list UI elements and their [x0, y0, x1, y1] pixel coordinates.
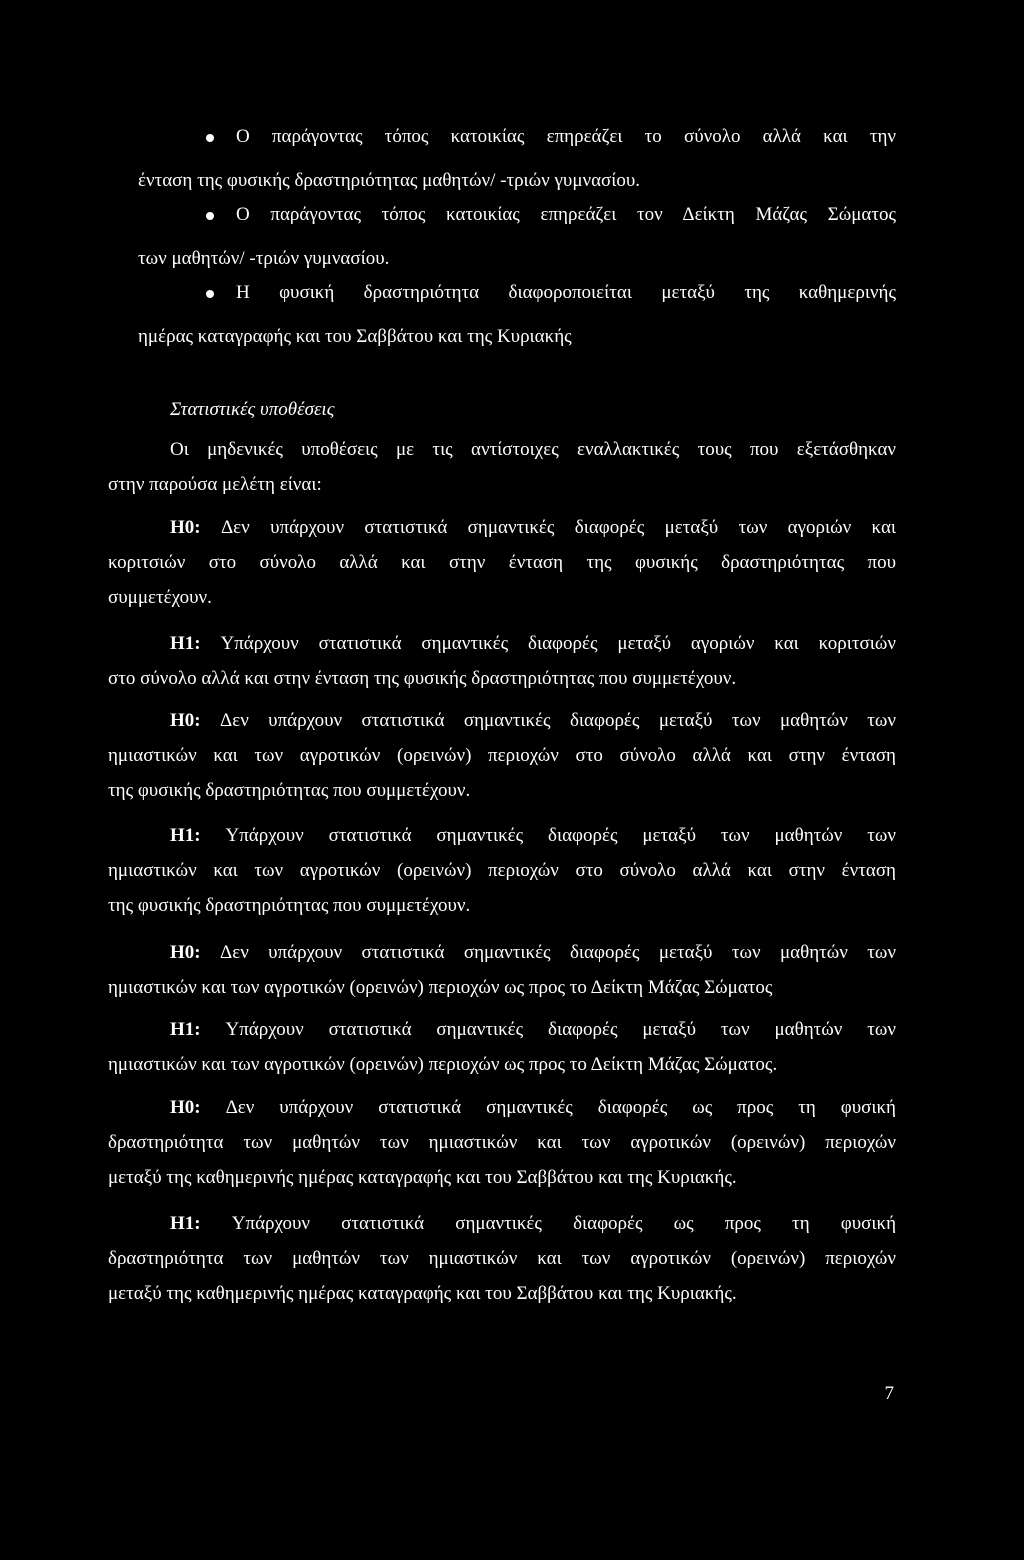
- paragraph-line: ημιαστικών και των αγροτικών (ορεινών) περιοχών ως προς το Δείκτη Μάζας Σώματος.: [108, 1054, 778, 1075]
- paragraph-line: [108, 626, 896, 661]
- hypothesis-label: H1:: [170, 633, 201, 654]
- hypothesis-label: H0:: [170, 1097, 201, 1118]
- paragraph-line: μεταξύ της καθημερινής ημέρας καταγραφής και του Σαββάτου και της Κυριακής.: [108, 1167, 737, 1188]
- section-heading: Στατιστικές υποθέσεις: [170, 399, 335, 420]
- paragraph-line: της φυσικής δραστηριότητας που συμμετέχουν.: [108, 895, 471, 916]
- hypothesis-paragraph: [108, 818, 896, 923]
- bullet-line: ένταση της φυσικής δραστηριότητας μαθητών/ -τριών γυμνασίου.: [138, 170, 641, 191]
- hypothesis-paragraph: [108, 703, 896, 808]
- paragraph-line: κοριτσιών στο σύνολο αλλά και στην ένταση της φυσικής δραστηριότητας που: [108, 552, 896, 573]
- hypothesis-paragraph: [108, 1206, 896, 1311]
- hypothesis-paragraph: [108, 510, 896, 615]
- paragraph-line: ημιαστικών και των αγροτικών (ορεινών) περιοχών στο σύνολο αλλά και στην ένταση: [108, 745, 896, 766]
- paragraph-line: ημιαστικών και των αγροτικών (ορεινών) περιοχών στο σύνολο αλλά και στην ένταση: [108, 860, 896, 881]
- paragraph-line: ημιαστικών και των αγροτικών (ορεινών) περιοχών ως προς το Δείκτη Μάζας Σώματος: [108, 977, 773, 998]
- paragraph-line: στο σύνολο αλλά και στην ένταση της φυσικής δραστηριότητας που συμμετέχουν.: [108, 668, 737, 689]
- hypothesis-text: Δεν υπάρχουν στατιστικά σημαντικές διαφορές ως προς τη φυσική: [225, 1097, 896, 1118]
- intro-paragraph: [108, 432, 896, 502]
- hypothesis-text: Υπάρχουν στατιστικά σημαντικές διαφορές μεταξύ των μαθητών των: [225, 1019, 896, 1040]
- hypothesis-paragraph: [108, 935, 896, 1005]
- paragraph-line: δραστηριότητα των μαθητών των ημιαστικών και των αγροτικών (ορεινών) περιοχών: [108, 1248, 896, 1269]
- paragraph-line: [108, 818, 896, 853]
- page-number: 7: [884, 1383, 894, 1404]
- hypothesis-label: H0:: [170, 710, 201, 731]
- hypothesis-text: Υπάρχουν στατιστικά σημαντικές διαφορές μεταξύ αγοριών και κοριτσιών: [220, 633, 896, 654]
- hypothesis-label: H0:: [170, 517, 201, 538]
- paragraph-line: [108, 1206, 896, 1241]
- paragraph-line: στην παρούσα μελέτη είναι:: [108, 474, 322, 495]
- hypothesis-label: H1:: [170, 1019, 201, 1040]
- bullet-line: Ο παράγοντας τόπος κατοικίας επηρεάζει τον Δείκτη Μάζας Σώματος: [236, 204, 896, 225]
- hypothesis-text: Δεν υπάρχουν στατιστικά σημαντικές διαφορές μεταξύ των αγοριών και: [220, 517, 897, 538]
- paragraph-line: [108, 1012, 896, 1047]
- bullet-line: Η φυσική δραστηριότητα διαφοροποιείται μεταξύ της καθημερινής: [236, 282, 896, 303]
- paragraph-line: [108, 935, 896, 970]
- hypothesis-paragraph: [108, 1012, 896, 1082]
- hypothesis-text: Δεν υπάρχουν στατιστικά σημαντικές διαφορές μεταξύ των μαθητών των: [220, 710, 896, 731]
- paragraph-line: [108, 703, 896, 738]
- hypothesis-paragraph: [108, 626, 896, 696]
- hypothesis-paragraph: [108, 1090, 896, 1195]
- hypothesis-label: H1:: [170, 1213, 201, 1234]
- hypothesis-label: H0:: [170, 942, 201, 963]
- bullet-item: [138, 271, 896, 359]
- hypothesis-label: H1:: [170, 825, 201, 846]
- paragraph-line: συμμετέχουν.: [108, 587, 212, 608]
- paragraph-line: [108, 510, 896, 545]
- paragraph-line: μεταξύ της καθημερινής ημέρας καταγραφής και του Σαββάτου και της Κυριακής.: [108, 1283, 737, 1304]
- paragraph-line: δραστηριότητα των μαθητών των ημιαστικών και των αγροτικών (ορεινών) περιοχών: [108, 1132, 896, 1153]
- bullet-line: ημέρας καταγραφής και του Σαββάτου και της Κυριακής: [138, 326, 572, 347]
- bullet-item: [138, 193, 896, 281]
- paragraph-line: Οι μηδενικές υποθέσεις με τις αντίστοιχες εναλλακτικές τους που εξετάσθηκαν: [170, 439, 896, 460]
- bullet-item: [138, 115, 896, 203]
- hypothesis-text: Υπάρχουν στατιστικά σημαντικές διαφορές ως προς τη φυσική: [231, 1213, 896, 1234]
- hypothesis-text: Δεν υπάρχουν στατιστικά σημαντικές διαφορές μεταξύ των μαθητών των: [220, 942, 896, 963]
- hypothesis-text: Υπάρχουν στατιστικά σημαντικές διαφορές μεταξύ των μαθητών των: [225, 825, 896, 846]
- paragraph-line: της φυσικής δραστηριότητας που συμμετέχουν.: [108, 780, 471, 801]
- paragraph-line: [108, 1090, 896, 1125]
- bullet-line: των μαθητών/ -τριών γυμνασίου.: [138, 248, 390, 269]
- bullet-line: Ο παράγοντας τόπος κατοικίας επηρεάζει το σύνολο αλλά και την: [236, 126, 896, 147]
